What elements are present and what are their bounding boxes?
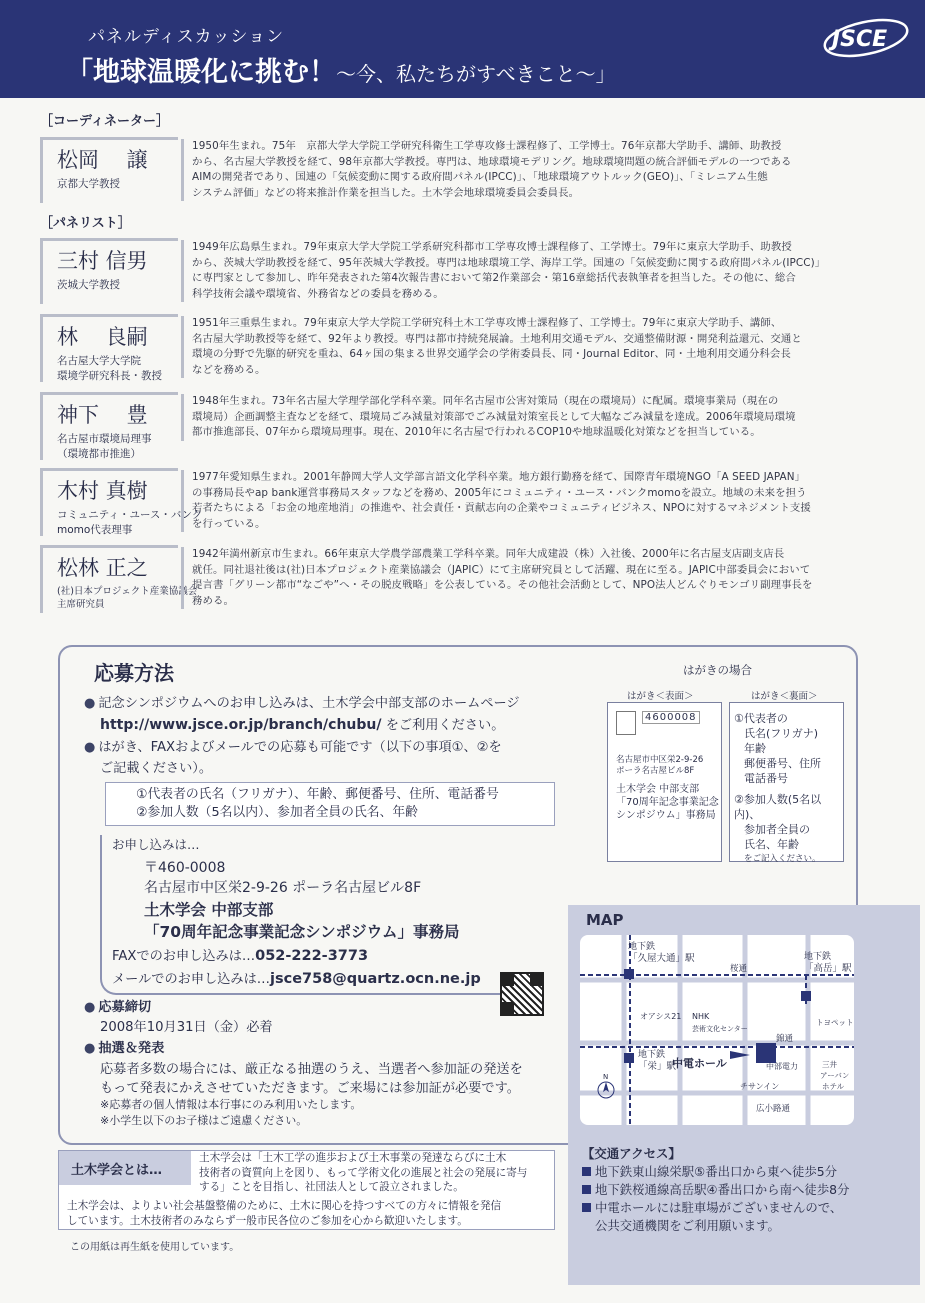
- deadline-date: 2008年10月31日（金）必着: [100, 1020, 273, 1035]
- fax-line: FAXでのお申し込みは…052-222-3773: [112, 948, 369, 964]
- postcard-front-label: はがき＜表面＞: [627, 691, 694, 702]
- square-bullet-icon: [582, 1167, 591, 1176]
- person-bio: 1950年生まれ。75年 京都大学大学院工学研究科衛生工学専攻修士課程修了、工学博士。76年京都大学助手、講師、助教授 から、名古屋大学教授を経て、98年京都大学教授。専門は、地球環境モデリング。地球環境問題の統合評価モデルの一つである AIMの開発者であり、国連の「気候変動に関する政府間パネル(IPCC)」、「地球環境アウトルック(GEO)」、「ミレニアム生態 システム評価」などの将来推計作業を担当した。土木学会地球環境委員会委員長。: [181, 139, 891, 201]
- parking-note: 中電ホールには駐車場がございませんので、: [582, 1199, 849, 1217]
- person-name-box: [40, 468, 203, 536]
- required-item-2: ②参加人数（5名以内）、参加者全員の氏名、年齢: [136, 805, 418, 820]
- station-icon: [624, 1053, 634, 1063]
- jsce-logo: [818, 14, 910, 62]
- person-name-box: [40, 314, 178, 382]
- required-item-1: ①代表者の氏名（フリガナ）、年齢、郵便番号、住所、電話番号: [136, 787, 499, 802]
- svg-text:中電ホール: 中電ホール: [672, 1057, 727, 1070]
- address-label: お申し込みは…: [112, 837, 200, 852]
- access-title: 【交通アクセス】: [582, 1146, 681, 1161]
- application-line1: ● 記念シンポジウムへのお申し込みは、土木学会中部支部のホームページ: [84, 696, 520, 711]
- person-name-box: [40, 137, 178, 203]
- person-name: 松岡 譲: [57, 148, 148, 172]
- person-affiliation: 京都大学教授: [57, 178, 120, 190]
- person-affiliation: 名古屋大学大学院 環境学研究科長・教授: [57, 355, 162, 382]
- panel-discussion-label: パネルディスカッション: [88, 27, 285, 47]
- recycled-paper-note: この用紙は再生紙を使用しています。: [70, 1242, 240, 1253]
- person-bio: 1949年広島県生まれ。79年東京大学大学院工学系研究科都市工学専攻博士課程修了、工学博士。79年に東京大学助手、助教授 から、茨城大学助教授を経て、95年茨城大学教授。専門は地球環境工学、海岸工学。国連の「気候変動に関する政府間パネル(IPCC)」 に専門家として参加し、昨年発表された第4次報告書において第2作業部会・第16章総括代表執筆者を担当した。その他に、総合 科学技術会議や環境省、外務省などの委員を務める。: [181, 240, 891, 302]
- address-org2: 「70周年記念事業記念シンポジウム」事務局: [144, 923, 460, 941]
- title-main: 「地球温暖化に挑む！: [66, 57, 336, 88]
- station-icon: [624, 969, 634, 979]
- qr-code: [500, 972, 544, 1016]
- postcard-front: [607, 702, 722, 862]
- svg-text:ホテル: ホテル: [822, 1082, 845, 1091]
- person-bio: 1948年生まれ。73年名古屋大学理学部化学科卒業。同年名古屋市公害対策局（現在の環境局）に配属。環境事業局（現在の 環境局）企画調整主査などを経て、環境局ごみ減量対策部でごみ減量対策室長として大幅なごみ減量を達成。2006年環境局環境 都市推進部長、07年から環境局理事。現在、2010年に名古屋で行われるCOP10や地球温暖化対策などを担当している。: [181, 394, 891, 441]
- lottery-line1: 応募者多数の場合には、厳正なる抽選のうえ、当選者へ参加証の発送を: [100, 1062, 523, 1077]
- person-bio: 1951年三重県生まれ。79年東京大学大学院工学研究科土木工学専攻博士課程修了、工学博士。79年に東京大学助手、講師、 名古屋大学助教授等を経て、92年より教授。専門は都市持続発展論。土地利用交通モデル、交通整備財源・開発利益還元、交通と 環境の分野で先駆的研究を重ね、64ヶ国の集まる世界交通学会の学術委員長、同・Journal Editor、同・土地利用交通分科会長 などを務める。: [181, 316, 891, 378]
- svg-text:「栄」駅: 「栄」駅: [638, 1061, 677, 1072]
- application-url-line: http://www.jsce.or.jp/branch/chubu/ をご利用ください。: [100, 717, 505, 733]
- svg-text:地下鉄: 地下鉄: [638, 1050, 666, 1060]
- square-bullet-icon: [582, 1185, 591, 1194]
- svg-text:三井: 三井: [822, 1060, 837, 1069]
- svg-text:中部電力: 中部電力: [766, 1062, 798, 1071]
- person-affiliation: 茨城大学教授: [57, 279, 120, 291]
- address-org1: 土木学会 中部支部: [144, 901, 274, 919]
- svg-text:トヨペット: トヨペット: [816, 1018, 854, 1027]
- person-name: 林 良嗣: [57, 325, 148, 349]
- svg-text:地下鉄: 地下鉄: [628, 942, 656, 952]
- person-name-box: [40, 392, 178, 460]
- person-name: 松林 正之: [57, 556, 148, 580]
- svg-text:チサンイン: チサンイン: [740, 1082, 780, 1091]
- application-title: 応募方法: [94, 661, 174, 685]
- person-bio: 1977年愛知県生まれ。2001年静岡大学人文学部言語文化学科卒業。地方銀行勤務を経て、国際青年環境NGO「A SEED JAPAN」 の事務局長やap bank運営事務局スタッフなどを務め、2005年にコミュニティ・ユース・バンクmomoを設立。地域の未来を担う 若者たちによる「お金の地産地消」の推進や、社会責任・貢献志向の企業やコミュニティビジネス、NPOに対するマネジメント支援 を行っている。: [181, 470, 891, 532]
- svg-text:芸術文化センター: 芸術文化センター: [692, 1025, 748, 1033]
- map-drawing: [580, 935, 854, 1125]
- svg-text:N: N: [603, 1073, 609, 1081]
- postcard-back: ①代表者の 氏名(フリガナ) 年齢 郵便番号、住所 電話番号 ②参加人数(5名以内)、 参加者全員の 氏名、年齢 をご記入ください。: [729, 702, 844, 862]
- mail-address[interactable]: jsce758@quartz.ocn.ne.jp: [270, 971, 481, 987]
- person-name: 三村 信男: [57, 249, 148, 273]
- deadline-heading: ● 応募締切: [84, 1000, 152, 1015]
- coordinator-label: ［コーディネーター］: [40, 114, 169, 129]
- privacy-note: ※応募者の個人情報は本行事にのみ利用いたします。: [100, 1098, 362, 1111]
- stamp-box: [616, 711, 636, 735]
- lottery-heading: ● 抽選＆発表: [84, 1041, 165, 1056]
- access-route-1: 地下鉄東山線栄駅⑤番出口から東へ徒歩5分: [582, 1163, 849, 1181]
- person-name-box: [40, 238, 178, 304]
- address-street: 名古屋市中区栄2-9-26 ポーラ名古屋ビル8F: [144, 880, 422, 896]
- svg-text:地下鉄: 地下鉄: [804, 952, 832, 962]
- bullet-icon: ●: [84, 740, 96, 755]
- postcard-address: 名古屋市中区栄2-9-26 ポーラ名古屋ビル8F: [616, 755, 704, 776]
- person-affiliation: コミュニティ・ユース・バンク momo代表理事: [57, 509, 203, 536]
- title-sub: ～今、私たちがすべきこと～」: [336, 62, 616, 86]
- lottery-line2: もって発表にかえさせていただきます。ご来場には参加証が必要です。: [100, 1081, 520, 1096]
- panelists-label: ［パネリスト］: [40, 216, 131, 231]
- svg-text:「久屋大通」駅: 「久屋大通」駅: [628, 953, 695, 964]
- svg-text:NHK: NHK: [692, 1012, 710, 1021]
- square-bullet-icon: [582, 1203, 591, 1212]
- about-jsce-text-2: 土木学会は、よりよい社会基盤整備のために、土木に関心を持つすべての方々に情報を発信 しています。土木技術者のみならず一般市民各位のご参加を心から歓迎いたします。: [67, 1200, 502, 1227]
- access-route-2: 地下鉄桜通線高岳駅④番出口から南へ徒歩8分: [582, 1181, 849, 1199]
- person-name-box: [40, 545, 198, 613]
- homepage-link[interactable]: http://www.jsce.or.jp/branch/chubu/: [100, 717, 382, 733]
- svg-text:オアシス21: オアシス21: [640, 1012, 682, 1021]
- postcard-zip: 4600008: [642, 711, 700, 724]
- application-line2: ● はがき、FAXおよびメールでの応募も可能です（以下の事項①、②を: [84, 740, 502, 755]
- postcard-title: はがきの場合: [683, 663, 752, 677]
- postcard-back-label: はがき＜裏面＞: [751, 691, 818, 702]
- svg-text:「高岳」駅: 「高岳」駅: [804, 963, 852, 974]
- about-jsce-box: [58, 1150, 555, 1230]
- person-name: 木村 真樹: [57, 479, 148, 503]
- access-info: [582, 1145, 849, 1235]
- chuden-hall-marker: [756, 1043, 776, 1063]
- parking-note-2: 公共交通機関をご利用願います。: [595, 1218, 780, 1233]
- map-panel: [568, 905, 920, 1285]
- person-affiliation: 名古屋市環境局理事 （環境都市推進）: [57, 433, 152, 460]
- required-items-box: [105, 782, 555, 826]
- mail-line: メールでのお申し込みは…jsce758@quartz.ocn.ne.jp: [112, 971, 481, 987]
- svg-text:アーバン: アーバン: [820, 1071, 850, 1080]
- person-affiliation: (社)日本プロジェクト産業協議会 主席研究員: [57, 586, 198, 610]
- children-note: ※小学生以下のお子様はご遠慮ください。: [100, 1114, 308, 1127]
- svg-text:桜通: 桜通: [730, 964, 748, 974]
- application-line2b: ご記載ください）。: [100, 761, 213, 776]
- about-jsce-tag: 土木学会とは…: [59, 1151, 191, 1185]
- fax-number: 052-222-3773: [255, 948, 369, 964]
- map-title: MAP: [586, 911, 624, 929]
- address-zip: 〒460-0008: [144, 860, 226, 876]
- station-icon: [801, 991, 811, 1001]
- svg-text:錦通: 錦通: [776, 1034, 794, 1044]
- page-title: [66, 50, 616, 89]
- person-bio: 1942年満州新京市生まれ。66年東京大学農学部農業工学科卒業。同年大成建設（株）入社後、2000年に名古屋支店副支店長 就任。同社退社後は(社)日本プロジェクト産業協議会（JAPIC）にて主席研究員として活躍、現在に至る。JAPIC中部委員会において 提言書「グリーン都市“なごや”へ・その脱皮戦略」を公表している。その他社会活動として、NPO法人どんぐりモンゴリ副理事長を 務める。: [181, 547, 891, 609]
- about-jsce-text-1: 土木学会は「土木工学の進歩および土木事業の発達ならびに土木 技術者の資質向上を図り、もって学術文化の進展と社会の発展に寄与 する」ことを目指し、社団法人として設立されました。: [199, 1152, 528, 1193]
- address-box: [100, 835, 540, 995]
- bullet-icon: ●: [84, 1000, 96, 1015]
- bullet-icon: ●: [84, 1041, 96, 1056]
- postcard-org: 土木学会 中部支部 「70周年記念事業記念 シンポジウム」事務局: [616, 784, 719, 821]
- svg-text:広小路通: 広小路通: [756, 1104, 791, 1114]
- bullet-icon: ●: [84, 696, 96, 711]
- person-name: 神下 豊: [57, 403, 148, 427]
- map-area: [580, 935, 854, 1125]
- header-banner: [0, 0, 925, 98]
- logo-text: JSCE: [832, 27, 888, 52]
